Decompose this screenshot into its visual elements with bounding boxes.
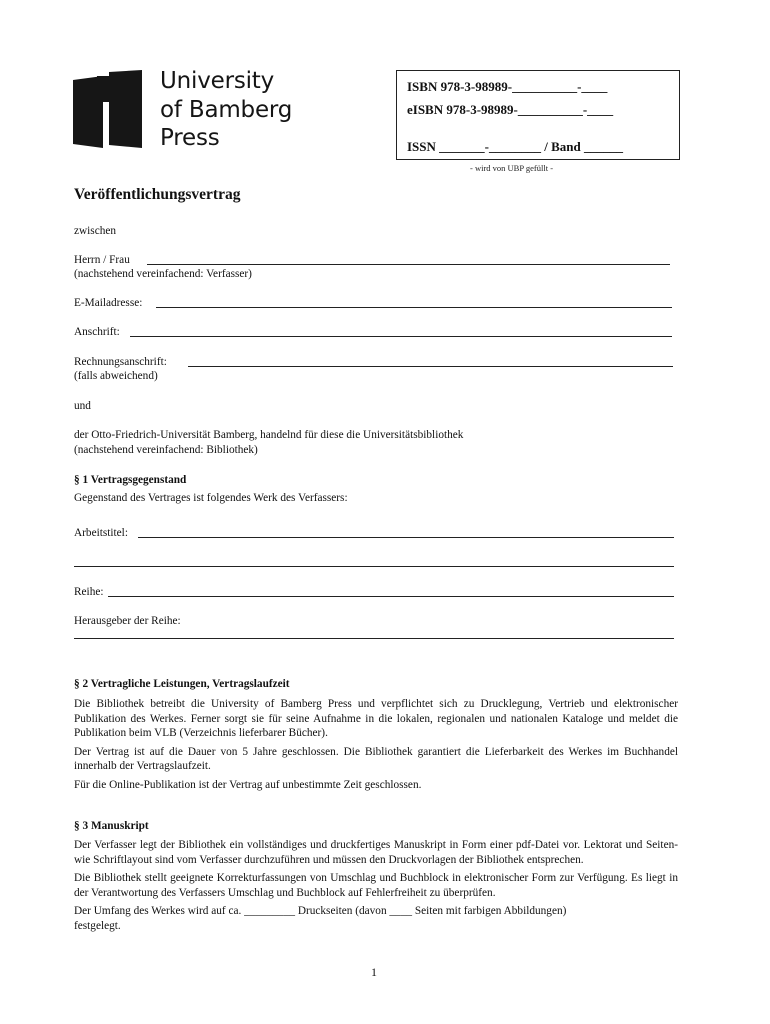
section3-heading: § 3 Manuskript — [74, 820, 149, 832]
section2-paragraph-2: Der Vertrag ist auf die Dauer von 5 Jahre geschlossen. Die Bibliothek garantiert die Lieferbarkeit des Werkes im Buchhandel innerhalb der Vertragslaufzeit. — [74, 745, 678, 772]
and-label: und — [74, 400, 91, 412]
address-label: Anschrift: — [74, 326, 120, 338]
author-note: (nachstehend vereinfachend: Verfasser) — [74, 268, 252, 280]
section3-paragraph-2: Die Bibliothek stellt geeignete Korrekturfassungen von Umschlag und Buchblock in elektronischer Form zur Verfügung. Es liegt in der Verantwortung des Verfassers Umschlag und Buchblock auf Fehlerfreiheit zu überprüfen. — [74, 872, 678, 899]
email-label: E-Mailadresse: — [74, 297, 143, 309]
isbn-note: - wird von UBP gefüllt - — [470, 163, 554, 173]
series-editor-fill-line[interactable] — [74, 638, 674, 639]
author-label: Herrn / Frau — [74, 254, 130, 266]
eisbn-field: eISBN 978-3-98989-__________-____ — [407, 102, 614, 117]
section2-body — [74, 697, 678, 792]
section3-paragraph-3b: festgelegt. — [74, 919, 121, 932]
isbn-field: ISBN 978-3-98989-__________-____ — [407, 79, 608, 94]
publisher-name-line2: of Bamberg — [160, 96, 293, 123]
page-title: Veröffentlichungsvertrag — [74, 186, 241, 203]
section1-heading: § 1 Vertragsgegenstand — [74, 474, 187, 486]
section2-paragraph-3: Für die Online-Publikation ist der Vertrag auf unbestimmte Zeit geschlossen. — [74, 778, 422, 791]
section2-heading: § 2 Vertragliche Leistungen, Vertragslaufzeit — [74, 678, 290, 690]
worktitle-fill-line-2[interactable] — [74, 566, 674, 567]
section3-body — [74, 838, 678, 933]
between-label: zwischen — [74, 225, 117, 237]
page-number: 1 — [371, 965, 377, 979]
issn-field: ISSN _______-________ / Band ______ — [407, 139, 623, 154]
series-fill-line[interactable] — [108, 596, 674, 597]
section3-paragraph-3a: Der Umfang des Werkes wird auf ca. _________ Druckseiten (davon ____ Seiten mit farbigen Abbildungen) — [74, 905, 567, 917]
library-party-line1: der Otto-Friedrich-Universität Bamberg, handelnd für diese die Universitätsbibliothek — [74, 429, 464, 441]
series-label: Reihe: — [74, 586, 104, 598]
author-fill-line[interactable] — [147, 264, 670, 265]
library-party-line2: (nachstehend vereinfachend: Bibliothek) — [74, 444, 258, 456]
university-press-logo-icon — [73, 70, 142, 148]
isbn-box — [396, 70, 680, 160]
billing-address-fill-line[interactable] — [188, 366, 673, 367]
billing-address-note: (falls abweichend) — [74, 370, 158, 382]
worktitle-label: Arbeitstitel: — [74, 527, 128, 539]
publisher-name — [160, 67, 292, 153]
section3-paragraph-1: Der Verfasser legt der Bibliothek ein vollständiges und druckfertiges Manuskript in Form einer pdf-Datei vor. Lektorat und Seiten- wie Schriftlayout sind vom Verfasser durchzuführen und müssen den Druckvorlagen der Bibliothek entsprechen. — [74, 839, 678, 866]
worktitle-fill-line[interactable] — [138, 537, 674, 538]
address-fill-line[interactable] — [130, 336, 672, 337]
section2-paragraph-1: Die Bibliothek betreibt die University of Bamberg Press und verpflichtet sich zu Drucklegung, Vertrieb und elektronischer Publikation des Werkes. Ferner sorgt sie für seine Aufnahme in die lokalen, regionalen und nationalen Kataloge und meldet die Publikation beim VLB (Verzeichnis lieferbarer Bücher). — [74, 698, 678, 739]
publisher-name-line1: University — [160, 68, 275, 94]
email-fill-line[interactable] — [156, 307, 672, 308]
series-editor-label: Herausgeber der Reihe: — [74, 615, 181, 627]
publisher-name-line3: Press — [160, 125, 220, 151]
section1-text: Gegenstand des Vertrages ist folgendes Werk des Verfassers: — [74, 492, 348, 504]
billing-address-label: Rechnungsanschrift: — [74, 356, 167, 368]
